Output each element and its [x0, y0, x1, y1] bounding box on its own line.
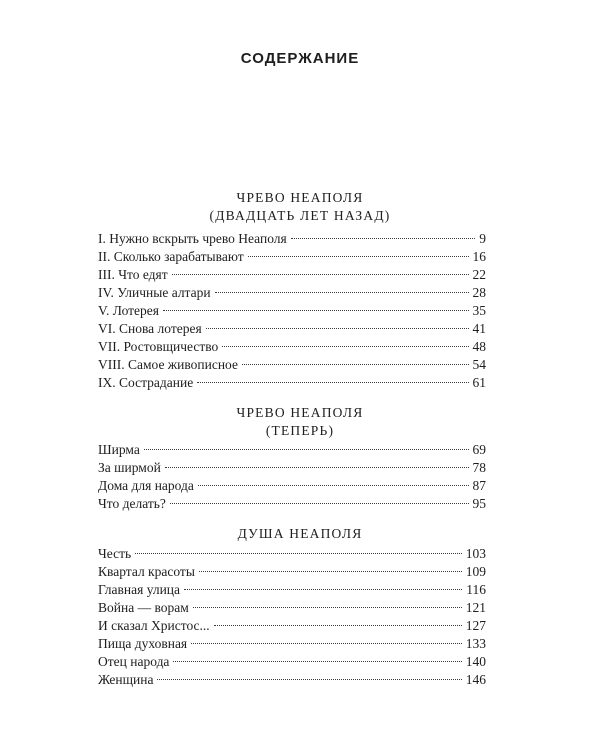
toc-entry-page: 48 — [472, 339, 486, 354]
toc-entry — [98, 373, 486, 393]
toc-entry-label: За ширмой — [98, 460, 161, 475]
dot-leader — [193, 607, 462, 608]
toc-entry — [98, 301, 486, 321]
toc-entry-label: Дома для народа — [98, 478, 194, 493]
section-heading — [0, 189, 600, 225]
page-title: СОДЕРЖАНИЕ — [240, 50, 360, 67]
toc-entry-page: 87 — [472, 478, 486, 493]
dot-leader — [170, 503, 469, 504]
toc-entry-page: 54 — [472, 357, 486, 372]
section-heading-line: ДУША НЕАПОЛЯ — [237, 526, 363, 541]
toc-entry-page: 35 — [472, 303, 486, 318]
toc-entry — [98, 580, 486, 600]
toc-entry-page: 127 — [465, 618, 486, 633]
toc-entry-page: 9 — [479, 231, 486, 246]
toc-entry-label: Главная улица — [98, 582, 181, 597]
toc-entry-label: IV. Уличные алтари — [98, 285, 211, 300]
toc-entry — [98, 670, 486, 690]
section-heading-line: ЧРЕВО НЕАПОЛЯ — [236, 190, 364, 205]
toc-entry-label: V. Лотерея — [98, 303, 159, 318]
toc-entry-label: Пища духовная — [98, 636, 188, 651]
toc-entry-page: 16 — [472, 249, 486, 264]
toc-entry-page: 146 — [465, 672, 486, 687]
dot-leader — [135, 553, 462, 554]
toc-entry-page: 41 — [472, 321, 486, 336]
toc-entry-label: I. Нужно вскрыть чрево Неаполя — [98, 231, 287, 246]
dot-leader — [197, 382, 468, 383]
toc-entry-label: Женщина — [98, 672, 154, 687]
dot-leader — [214, 625, 462, 626]
toc-entry-page: 103 — [465, 546, 486, 561]
dot-leader — [173, 661, 461, 662]
dot-leader — [242, 364, 469, 365]
dot-leader — [172, 274, 469, 275]
toc-entry-label: Отец народа — [98, 654, 170, 669]
dot-leader — [184, 589, 462, 590]
dot-leader — [198, 485, 469, 486]
toc-entry — [98, 544, 486, 564]
toc-entry — [98, 355, 486, 375]
section-heading-subline: (ТЕПЕРЬ) — [265, 423, 335, 438]
dot-leader — [144, 449, 469, 450]
dot-leader — [157, 679, 461, 680]
toc-entry-label: Ширма — [98, 442, 140, 457]
dot-leader — [191, 643, 462, 644]
toc-entry-label: VI. Снова лотерея — [98, 321, 202, 336]
section-heading-line: ЧРЕВО НЕАПОЛЯ — [236, 405, 364, 420]
toc-entry — [98, 247, 486, 267]
dot-leader — [215, 292, 469, 293]
toc-entry — [98, 319, 486, 339]
toc-entry-page: 28 — [472, 285, 486, 300]
dot-leader — [163, 310, 469, 311]
section-heading-subline: (ДВАДЦАТЬ ЛЕТ НАЗАД) — [209, 208, 391, 223]
toc-entry-page: 121 — [465, 600, 486, 615]
toc-entry-page: 116 — [466, 582, 486, 597]
toc-entry — [98, 634, 486, 654]
toc-entry — [98, 616, 486, 636]
toc-entry — [98, 494, 486, 514]
toc-entry-page: 95 — [472, 496, 486, 511]
toc-entry — [98, 229, 486, 249]
dot-leader — [199, 571, 462, 572]
toc-entry-page: 61 — [472, 375, 486, 390]
toc-entry — [98, 562, 486, 582]
toc-entry — [98, 283, 486, 303]
toc-entry — [98, 598, 486, 618]
toc-entry-page: 133 — [465, 636, 486, 651]
dot-leader — [248, 256, 469, 257]
toc-entry-label: IX. Сострадание — [98, 375, 194, 390]
section-heading — [0, 525, 600, 543]
dot-leader — [165, 467, 469, 468]
toc-entry-page: 78 — [472, 460, 486, 475]
dot-leader — [291, 238, 476, 239]
toc-entry-label: Война — ворам — [98, 600, 189, 615]
toc-entry — [98, 265, 486, 285]
toc-entry-label: VII. Ростовщичество — [98, 339, 219, 354]
toc-entry-label: Что делать? — [98, 496, 166, 511]
toc-entry-label: III. Что едят — [98, 267, 168, 282]
dot-leader — [222, 346, 468, 347]
dot-leader — [206, 328, 469, 329]
toc-entry-label: II. Сколько зарабатывают — [98, 249, 244, 264]
toc-entry-label: Честь — [98, 546, 132, 561]
toc-entry — [98, 476, 486, 496]
toc-entry — [98, 440, 486, 460]
toc-entry-page: 140 — [465, 654, 486, 669]
toc-entry-label: VIII. Самое живописное — [98, 357, 238, 372]
toc-entry — [98, 337, 486, 357]
toc-entry — [98, 458, 486, 478]
section-heading — [0, 404, 600, 440]
toc-entry-label: Квартал красоты — [98, 564, 195, 579]
toc-entry-page: 69 — [472, 442, 486, 457]
toc-entry-page: 109 — [465, 564, 486, 579]
toc-entry — [98, 652, 486, 672]
toc-entry-page: 22 — [472, 267, 486, 282]
toc-entry-label: И сказал Христос... — [98, 618, 210, 633]
